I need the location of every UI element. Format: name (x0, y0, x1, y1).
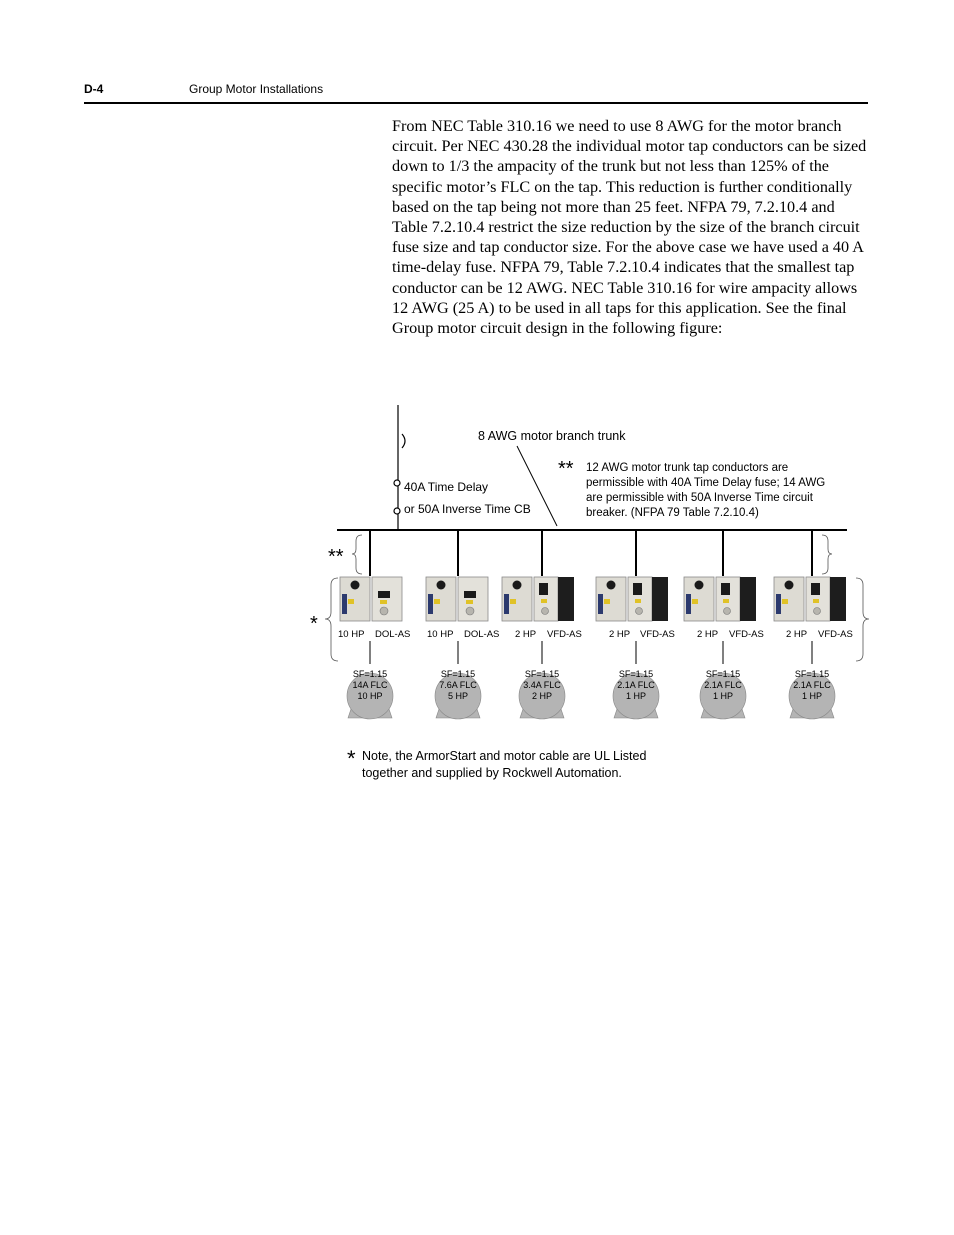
tap-note-line-3: are permissible with 50A Inverse Time circuit (586, 492, 813, 504)
fuse-label-2: or 50A Inverse Time CB (404, 502, 531, 516)
armorstart-unit (426, 577, 499, 719)
motor-flc: 7.6A FLC (439, 680, 477, 690)
armorstart-image (426, 577, 488, 621)
unit-type-label: VFD-AS (729, 629, 764, 640)
armorstart-image (684, 577, 756, 621)
unit-type-label: DOL-AS (464, 629, 500, 640)
right-tap-brace (822, 535, 832, 574)
page-number: D-4 (84, 82, 104, 96)
motor-flc: 2.1A FLC (704, 680, 742, 690)
left-tap-brace (352, 535, 362, 574)
armorstart-unit (774, 577, 853, 719)
footnote-line-1: Note, the ArmorStart and motor cable are UL Listed (362, 749, 647, 763)
motor-sf: SF=1.15 (352, 669, 388, 679)
armorstart-image (774, 577, 846, 621)
unit-type-label: VFD-AS (640, 629, 675, 640)
armorstart-unit (502, 577, 582, 719)
disconnect-symbol (402, 434, 405, 448)
tap-note-line-4: breaker. (NFPA 79 Table 7.2.10.4) (586, 507, 759, 519)
armorstart-unit (596, 577, 675, 719)
unit-hp-label: 2 HP (697, 629, 719, 640)
fuse-terminal-bottom (394, 508, 400, 514)
motor-hp: 1 HP (801, 691, 823, 701)
unit-type-label: VFD-AS (547, 629, 582, 640)
motor-flc: 2.1A FLC (617, 680, 655, 690)
footnote-marker: * (347, 746, 356, 771)
unit-hp-label: 2 HP (515, 629, 537, 640)
tap-note-line-1: 12 AWG motor trunk tap conductors are (586, 462, 789, 474)
trunk-label: 8 AWG motor branch trunk (478, 429, 626, 443)
motor-hp: 2 HP (531, 691, 553, 701)
motor-hp: 1 HP (625, 691, 647, 701)
motor-sf: SF=1.15 (705, 669, 741, 679)
motor-sf: SF=1.15 (440, 669, 476, 679)
unit-hp-label: 10 HP (338, 629, 365, 640)
armorstart-image (340, 577, 402, 621)
motor-flc: 3.4A FLC (523, 680, 561, 690)
motor-hp: 1 HP (712, 691, 734, 701)
motor-hp: 5 HP (447, 691, 469, 701)
motor-flc: 14A FLC (352, 680, 388, 690)
tap-note-line-2: permissible with 40A Time Delay fuse; 14 AWG (586, 477, 826, 489)
motor-sf: SF=1.15 (524, 669, 560, 679)
motor-flc: 2.1A FLC (793, 680, 831, 690)
armorstart-unit (684, 577, 764, 719)
motor-sf: SF=1.15 (618, 669, 654, 679)
armorstart-unit (338, 577, 410, 719)
tap-note-marker: ** (558, 458, 574, 480)
unit-brace-marker: * (310, 613, 318, 635)
unit-type-label: DOL-AS (375, 629, 411, 640)
unit-hp-label: 10 HP (427, 629, 454, 640)
body-paragraph: From NEC Table 310.16 we need to use 8 AWG for the motor branch circuit. Per NEC 430.28 the individual motor tap conductors can be sized down to 1/3 the ampacity of the trunk but not less than 125% of the specific motor’s FLC on the tap. This reduction is further conditionally based on the tap being not more than 25 feet. NFPA 79, 7.2.10.4 and Table 7.2.10.4 restrict the size reduction by the size of the branch circuit fuse size and tap conductor size. For the above case we have used a 40 A time-delay fuse. NFPA 79, Table 7.2.10.4 indicates that the smallest tap conductor can be 12 AWG. NEC Table 310.16 for wire ampacity allows 12 AWG (25 A) to be used in all taps for this application. See the final Group motor circuit design in the following figure: (392, 117, 867, 338)
tap-brace-marker: ** (328, 546, 344, 568)
footnote-line-2: together and supplied by Rockwell Automation. (362, 766, 622, 780)
right-unit-brace (856, 578, 869, 661)
unit-hp-label: 2 HP (786, 629, 808, 640)
motor-hp: 10 HP (357, 691, 383, 701)
unit-type-label: VFD-AS (818, 629, 853, 640)
fuse-label-1: 40A Time Delay (404, 480, 489, 494)
section-title: Group Motor Installations (189, 82, 324, 96)
left-unit-brace (325, 578, 338, 661)
armorstart-image (502, 577, 574, 621)
fuse-terminal-top (394, 480, 400, 486)
motor-sf: SF=1.15 (794, 669, 830, 679)
unit-hp-label: 2 HP (609, 629, 631, 640)
armorstart-image (596, 577, 668, 621)
